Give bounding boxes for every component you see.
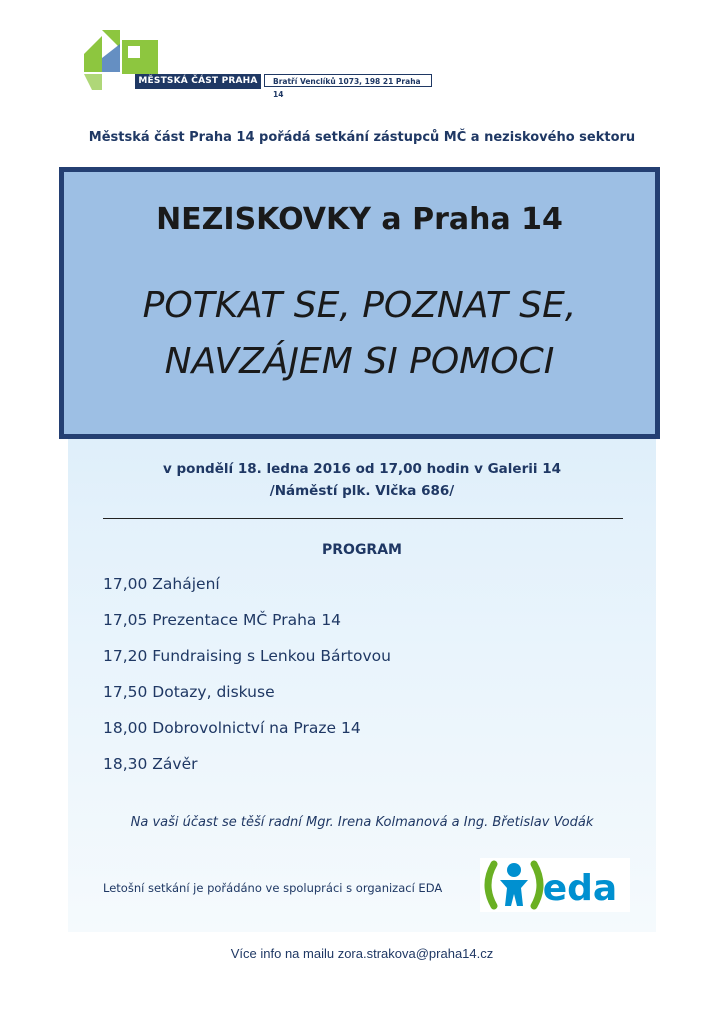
org-name: MĚSTSKÁ ČÁST PRAHA 14	[135, 74, 261, 89]
event-address: /Náměstí plk. Vlčka 686/	[269, 483, 455, 499]
headline-title: NEZISKOVKY a Praha 14	[156, 202, 563, 237]
event-info	[0, 458, 724, 502]
cooperation-line: Letošní setkání je pořádáno ve spolupráci s organizací EDA	[103, 881, 443, 895]
program-item: 18,30 Závěr	[103, 755, 198, 773]
program-item: 17,00 Zahájení	[103, 575, 220, 593]
program-item: 18,00 Dobrovolnictví na Praze 14	[103, 719, 361, 737]
councillor-line: Na vaši účast se těší radní Mgr. Irena Kolmanová a Ing. Břetislav Vodák	[130, 815, 594, 830]
contact-line: Více info na mailu zora.strakova@praha14.cz	[230, 946, 494, 961]
program-heading: PROGRAM	[322, 542, 402, 558]
eda-logo-text: eda	[542, 868, 618, 909]
program-list	[103, 566, 391, 782]
eda-logo-icon	[480, 858, 630, 912]
headline-subtitle-line2: NAVZÁJEM SI POMOCI	[164, 341, 555, 382]
divider	[103, 518, 623, 519]
event-date-place: v pondělí 18. ledna 2016 od 17,00 hodin v Galerii 14	[163, 461, 561, 477]
program-item: 17,50 Dotazy, diskuse	[103, 683, 275, 701]
headline-box	[59, 167, 660, 439]
program-item: 17,20 Fundraising s Lenkou Bártovou	[103, 647, 391, 665]
intro-text: Městská část Praha 14 pořádá setkání zástupců MČ a neziskového sektoru	[88, 130, 636, 145]
program-item: 17,05 Prezentace MČ Praha 14	[103, 611, 342, 629]
headline-subtitle-line1: POTKAT SE, POZNAT SE,	[142, 285, 577, 326]
headline-subtitle	[64, 278, 655, 390]
org-address: Bratří Venclíků 1073, 198 21 Praha 14	[264, 74, 432, 87]
